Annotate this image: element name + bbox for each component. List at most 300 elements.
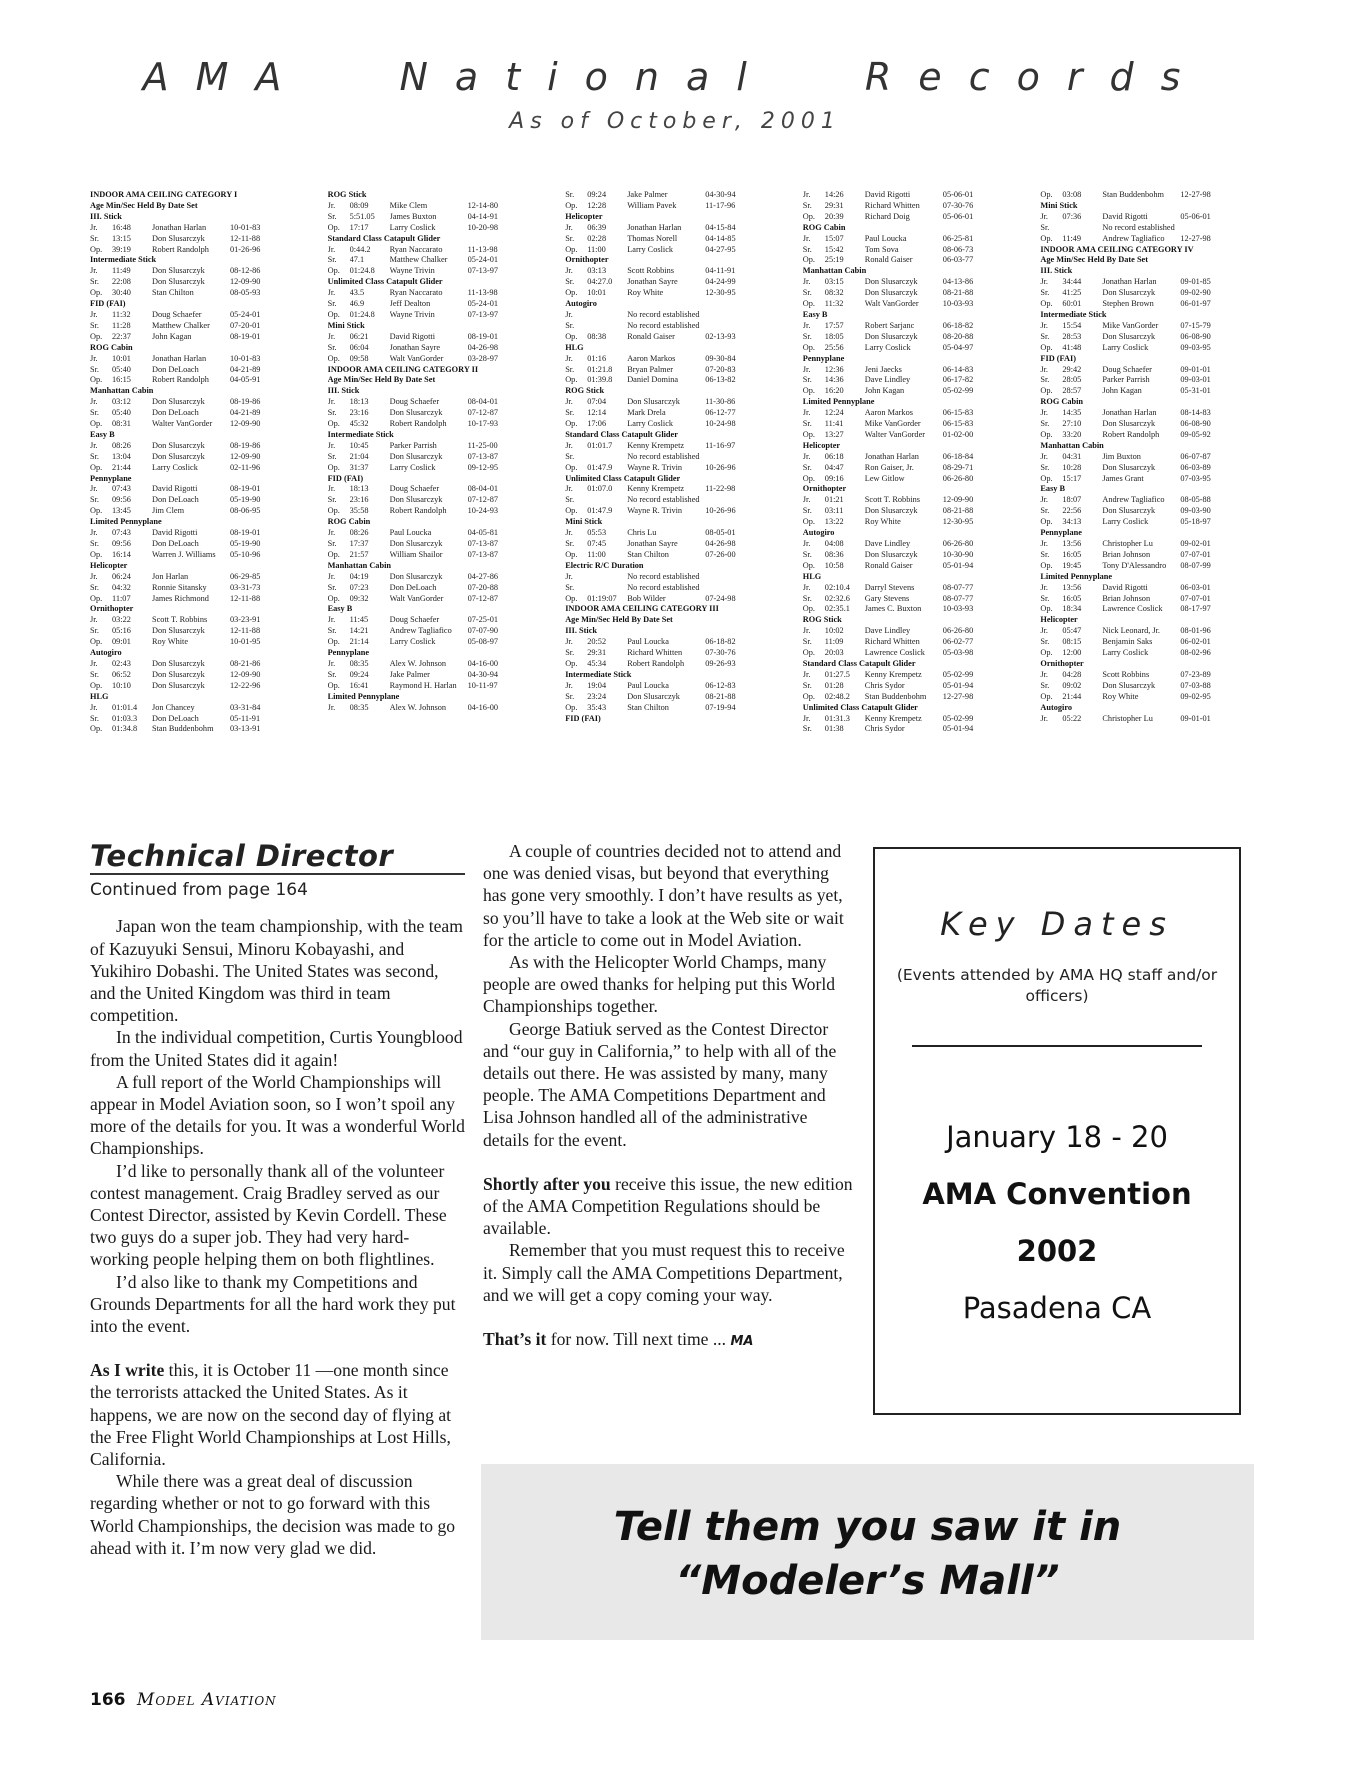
record-holder: Tom Sova [864,244,899,254]
record-row [803,255,1023,266]
record-age: Jr. [90,309,98,319]
record-row [90,310,310,321]
record-date: 11-16-97 [705,440,736,450]
record-age: Jr. [1040,582,1048,592]
record-holder: John Kagan [1102,386,1142,396]
record-row [90,724,310,735]
record-holder: Alex W. Johnson [389,702,447,712]
record-row [90,484,310,495]
record-time: 11:49 [1062,233,1081,243]
record-time: 15:42 [824,244,844,254]
record-time: 16:05 [1062,549,1082,559]
record-age: Sr. [327,495,337,505]
record-date: 10-01-95 [230,637,261,647]
record-time: 09:02 [1062,680,1082,690]
record-time [587,310,627,321]
record-date: 05-24-01 [230,309,261,319]
record-holder: David Rigotti [864,190,911,199]
record-time: 15:07 [824,233,844,243]
record-age: Sr. [327,669,337,679]
record-date: 12-30-95 [705,288,736,298]
record-row [90,321,310,332]
record-time: 5:51.05 [349,211,375,221]
record-date: 12-27-98 [942,691,974,701]
record-date: 08-04-01 [467,397,499,407]
records-banner-subtitle: As of October, 2001 [509,109,841,134]
record-category-heading: INDOOR AMA CEILING CATEGORY I [90,190,238,199]
record-category-heading: Helicopter [90,560,128,570]
record-date: 03-13-91 [230,724,261,734]
record-date: 08-05-01 [705,528,736,538]
record-age: Jr. [565,528,573,538]
record-age: Sr. [565,582,575,592]
record-date: 05-02-99 [942,386,974,396]
record-holder: Dave Lindley [864,626,911,636]
record-date: 08-12-86 [230,266,261,276]
paragraph-text: Japan won the team championship, with the team of Kazuyuki Sensui, Minoru Kobayashi, and Yukihiro Dobashi. The United States was second, and the United Kingdom was third in team competition. [90,916,463,1026]
record-time: 18:13 [349,484,369,494]
record-age: Sr. [90,364,99,374]
record-holder: Stephen Brown [1102,299,1154,309]
record-holder: Don Slusarczyk [389,451,443,461]
record-row [90,365,310,376]
record-time [587,495,627,506]
record-date [1180,223,1260,234]
record-age: Jr. [802,626,811,636]
record-holder: Dave Lindley [864,539,911,548]
record-holder: Walt VanGorder [864,299,919,309]
record-category-heading: Limited Pennyplane [90,517,162,527]
record-age: Jr. [90,222,98,232]
record-date: 10-01-83 [230,353,261,363]
record-category-heading: Autogiro [565,299,597,309]
record-row [1040,474,1260,485]
record-row [803,190,1023,201]
record-age: Sr. [802,680,812,690]
record-holder: Don Slusarczyk [1102,419,1156,429]
record-date: 06-18-84 [942,451,974,461]
record-date: 08-19-01 [230,484,261,494]
record-date: 04-15-84 [705,222,736,232]
record-row [90,234,310,245]
record-date: 04-27-95 [705,244,736,254]
record-row [90,594,310,605]
record-date: 05-19-90 [230,495,261,505]
record-row [803,201,1023,212]
paragraph-text: A couple of countries decided not to attend and one was denied visas, but beyond that everything has gone very smoothly. I don’t have results as yet, so you’ll have to take a look at the Web site or wait for the article to come out in Model Aviation. [483,841,844,950]
record-holder: Mike VanGorder [1102,320,1159,330]
record-row [328,397,548,408]
record-holder: Stan Chilton [627,702,669,712]
record-date: 08-19-01 [467,331,499,341]
record-age: Sr. [90,320,99,330]
record-date: 06-13-82 [705,375,736,385]
record-row [565,681,785,692]
record-age: Jr. [802,669,811,679]
record-time: 03:11 [824,506,844,516]
record-holder: Larry Coslick [1102,648,1149,658]
record-date: 08-07-77 [942,593,974,603]
record-holder: Jeff Dealton [389,299,431,309]
record-time: 09:58 [349,353,369,363]
record-time: 17:17 [349,222,369,232]
record-row [803,583,1023,594]
record-holder: Scott T. Robbins [152,615,208,625]
record-age: Op. [90,593,103,603]
record-row [328,703,548,714]
article-paragraph [483,1173,855,1240]
record-age: Op. [565,288,578,298]
record-row [565,594,785,605]
record-age: Jr. [1040,408,1048,418]
record-category-heading: INDOOR AMA CEILING CATEGORY III [565,604,719,614]
record-category-heading: Helicopter [802,440,841,450]
record-time: 01:07.0 [587,484,613,494]
record-time: 45:34 [587,658,607,668]
record-category-heading: Pennyplane [327,648,370,658]
record-category-heading: Limited Pennyplane [802,397,875,407]
record-row [803,452,1023,463]
record-time: 02:48.2 [824,691,850,701]
paragraph-text: I’d like to personally thank all of the volunteer contest management. Craig Bradley served as our Contest Director, assisted by Kevin Cordell. These two guys do a super job. They had very hard-working people helping them on both flightlines. [90,1160,447,1270]
record-time: 01:28 [824,680,844,690]
record-time: 01:27.5 [824,669,850,679]
record-row [565,495,785,506]
record-date: 05-02-99 [942,669,974,679]
record-holder: Parker Parrish [1102,375,1150,385]
record-holder: Chris Sydor [864,724,905,734]
page-footer [90,1690,277,1710]
record-date: 08-19-01 [230,331,261,341]
record-holder: Chris Sydor [864,680,905,690]
record-holder: Benjamin Saks [1102,637,1153,647]
record-age: Op. [1040,560,1053,570]
record-row [803,234,1023,245]
record-age: Jr. [1040,320,1048,330]
record-holder: Don Slusarczyk [864,331,918,341]
record-age: Sr. [327,211,337,221]
paragraph-text: As with the Helicopter World Champs, many people are owed thanks for helping put this World Championships together. [483,952,836,1017]
record-time: 12:14 [587,408,607,418]
record-row [565,659,785,670]
article-continued-note: Continued from page 164 [90,880,308,901]
record-date: 12-09-90 [942,495,974,505]
record-row [90,670,310,681]
record-date [705,583,785,594]
record-age: Jr. [802,539,811,548]
record-holder: Kenny Krempetz [864,669,922,679]
record-row [803,375,1023,386]
page-number: 166 [90,1690,126,1710]
record-age: Sr. [565,691,575,701]
record-age: Jr. [90,397,98,407]
record-holder: No record established [627,451,700,461]
article-paragraph [483,1328,855,1353]
record-age: Op. [1040,473,1053,483]
record-date: 05-31-01 [1180,386,1211,396]
record-time: 10:45 [349,440,369,450]
record-age: Jr. [802,451,811,461]
record-holder: Don Slusarczyk [152,397,205,407]
record-holder: Kenny Krempetz [627,440,685,450]
record-time: 12:24 [824,408,844,418]
record-age: Sr. [1040,462,1050,472]
record-row [328,201,548,212]
record-date: 10-20-98 [467,222,499,232]
record-date: 05-24-01 [467,255,499,265]
record-time: 08:38 [587,331,607,341]
record-holder: Gary Stevens [864,593,910,603]
record-time: 07:36 [1062,211,1082,221]
record-category-heading: ROG Cabin [327,517,371,527]
record-row [565,484,785,495]
record-time: 30:40 [112,288,131,298]
record-time: 13:15 [112,233,131,243]
record-time: 35:58 [349,506,369,516]
record-time: 21:44 [112,462,131,472]
article-paragraph [90,915,465,1026]
record-time [587,321,627,332]
record-category-heading: Pennyplane [1040,528,1082,538]
record-holder: Larry Coslick [389,222,436,232]
record-time: 23:16 [349,495,369,505]
record-category-heading: III. Stick [1040,266,1073,276]
record-holder: Don Slusarczyk [152,626,205,636]
record-row [328,484,548,495]
record-date [705,321,785,332]
record-date: 07-13-97 [467,266,499,276]
record-date: 04-05-81 [467,528,499,538]
record-category-heading: Helicopter [1040,615,1078,625]
record-row [803,637,1023,648]
record-row [1040,550,1260,561]
record-age: Jr. [802,495,811,505]
record-age: Op. [327,506,340,516]
record-age: Sr. [1040,680,1050,690]
record-date: 09-03-95 [1180,342,1211,352]
record-age: Jr. [565,484,573,494]
record-holder: Stan Buddenbohm [152,724,214,734]
record-age: Jr. [327,571,336,581]
record-time: 08:35 [349,702,369,712]
record-date: 10-24-93 [467,506,499,516]
record-time: 01:38 [824,724,844,734]
record-date: 06-15-83 [942,408,974,418]
record-time: 27:10 [1062,419,1082,429]
record-date: 08-21-88 [942,506,974,516]
record-row [1040,506,1260,517]
record-age: Op. [327,353,340,363]
record-age: Jr. [90,702,98,712]
record-date: 06-03-77 [942,255,974,265]
record-row [1040,190,1260,201]
record-row [803,550,1023,561]
mall-line-2: “Modeler’s Mall” [675,1558,1060,1604]
record-time: 01:21.8 [587,364,613,374]
record-time: 28:53 [1062,331,1082,341]
record-category-heading: Age Min/Sec Held By Date Set [565,615,673,625]
record-age: Sr. [565,320,575,330]
record-date: 07-13-87 [467,549,499,559]
record-row [1040,321,1260,332]
record-age: Jr. [802,190,811,199]
record-time: 08:35 [349,658,369,668]
record-category-heading: Age Min/Sec Held By Date Set [90,200,198,210]
record-row [1040,539,1260,550]
record-holder: Larry Coslick [1102,517,1149,527]
record-category-heading: HLG [802,571,822,581]
record-time: 21:14 [349,637,369,647]
record-time: 04:32 [112,582,131,592]
record-date: 08-21-88 [705,691,736,701]
record-row [565,506,785,517]
record-time: 05:47 [1062,626,1082,636]
record-holder: Walter VanGorder [152,419,213,429]
record-date: 06-03-01 [1180,582,1211,592]
record-date: 11-30-86 [705,397,736,407]
record-holder: Brian Johnson [1102,593,1151,603]
record-holder: Andrew Tagliafico [1102,495,1165,505]
record-time: 06:39 [587,222,607,232]
record-age: Sr. [1040,506,1050,516]
record-age: Op. [565,593,578,603]
record-date: 08-19-86 [230,397,261,407]
record-date: 08-01-96 [1180,626,1211,636]
records-column [565,190,785,810]
record-time: 23:24 [587,691,607,701]
record-row [328,572,548,583]
article-title-rule [90,873,465,875]
record-holder: Jonathan Harlan [1102,277,1157,287]
record-age: Jr. [90,266,98,276]
record-row [90,441,310,452]
record-time: 02:43 [112,658,131,668]
record-holder: Don Slusarczyk [152,451,205,461]
paragraph-text: A full report of the World Championships will appear in Model Aviation soon, so I won’t spoil any more of the details for you. It was a wonderful World Championships. [90,1071,465,1159]
record-date: 12-09-90 [230,669,261,679]
record-row [90,528,310,539]
record-age: Sr. [802,593,812,603]
record-category-heading: Helicopter [565,211,603,221]
record-age: Sr. [802,200,812,210]
record-date: 06-02-77 [942,637,974,647]
record-row [1040,517,1260,528]
record-time: 29:31 [824,200,844,210]
record-date: 07-12-87 [467,495,499,505]
record-age: Sr. [1040,288,1050,298]
record-date: 11-22-98 [705,484,736,494]
record-date: 06-02-01 [1180,637,1211,647]
record-age: Op. [327,266,340,276]
record-row [90,452,310,463]
record-date: 03-31-84 [230,702,261,712]
record-time: 19:45 [1062,560,1082,570]
record-time: 39:19 [112,244,131,254]
record-category-heading: Easy B [802,309,828,319]
records-column [1040,190,1260,810]
record-category-heading: Age Min/Sec Held By Date Set [1040,255,1149,265]
record-row [90,223,310,234]
record-age: Jr. [1040,277,1048,287]
record-age: Jr. [802,320,811,330]
record-age: Op. [565,462,578,472]
record-category-heading: Pennyplane [802,353,845,363]
record-holder: Wayne Trivin [389,309,435,319]
record-holder: Don Slusarczyk [1102,331,1156,341]
record-holder: Don Slusarczyk [152,266,205,276]
record-date: 12-09-90 [230,277,261,287]
record-holder: Jonathan Harlan [152,222,207,232]
record-date: 12-27-98 [1180,233,1211,243]
record-age: Sr. [565,277,575,287]
record-age: Jr. [1040,495,1048,505]
record-date: 04-11-91 [705,266,736,276]
record-holder: Paul Loucka [627,680,669,690]
record-row [565,190,785,201]
record-category-heading: Intermediate Stick [565,669,632,679]
record-holder: Don Slusarczyk [389,495,443,505]
record-age: Sr. [1040,593,1050,603]
record-category-heading: Unlimited Class Catapult Glider [802,702,918,712]
record-time: 06:04 [349,342,369,352]
record-date: 11-25-00 [467,440,498,450]
record-holder: Don Slusarczyk [389,408,443,418]
record-date: 06-18-82 [705,637,736,647]
record-category-heading: Manhattan Cabin [90,386,154,396]
record-holder: Lawrence Coslick [864,648,925,658]
record-holder: Aaron Markos [864,408,913,418]
record-row [90,583,310,594]
record-age: Op. [802,429,816,439]
paragraph-text: this, it is October 11 —one month since the terrorists attacked the United States. As it happens, we are now on the second day of flying at the Free Flight World Championships at Lost Hills, California. [90,1360,452,1470]
paragraph-lead-in: As I write [90,1360,165,1381]
record-date: 10-01-83 [230,222,261,232]
record-age: Op. [565,331,578,341]
record-holder: Roy White [152,637,189,647]
record-age: Sr. [1040,637,1050,647]
record-row [90,408,310,419]
record-holder: Kenny Krempetz [627,484,685,494]
record-age: Op. [802,473,816,483]
record-age: Sr. [802,462,812,472]
record-row [565,648,785,659]
paragraph-text: George Batiuk served as the Contest Director and “our guy in California,” to help with all of the details out there. He was assisted by many, many people. The AMA Competitions Department and Lisa Johnson handled all of the administrative details for the event. [483,1018,837,1150]
record-date: 05-06-01 [942,190,974,199]
record-age: Sr. [565,233,575,243]
record-category-heading: Ornithopter [1040,658,1084,668]
record-holder: Jonathan Harlan [864,451,919,461]
record-age: Jr. [565,637,573,647]
record-holder: Wayne Trivin [389,266,435,276]
record-category-heading: Mini Stick [1040,200,1078,210]
record-row [565,452,785,463]
paragraph-lead-in: That’s it [483,1329,547,1350]
record-holder: Doug Schaefer [389,397,440,407]
record-time: 09:24 [349,669,369,679]
record-holder: Christopher Lu [1102,713,1153,723]
record-age: Sr. [327,408,337,418]
record-age: Op. [1040,299,1053,309]
record-holder: Jim Clem [152,506,185,516]
record-holder: Ron Gaiser, Jr. [864,462,914,472]
record-time: 08:26 [112,440,131,450]
record-date: 10-03-93 [942,604,974,614]
record-holder: Andrew Tagliafico [389,626,452,636]
record-holder: Walter VanGorder [864,429,926,439]
record-category-heading: ROG Cabin [90,342,133,352]
record-holder: Doug Schaefer [389,615,440,625]
record-row [1040,648,1260,659]
